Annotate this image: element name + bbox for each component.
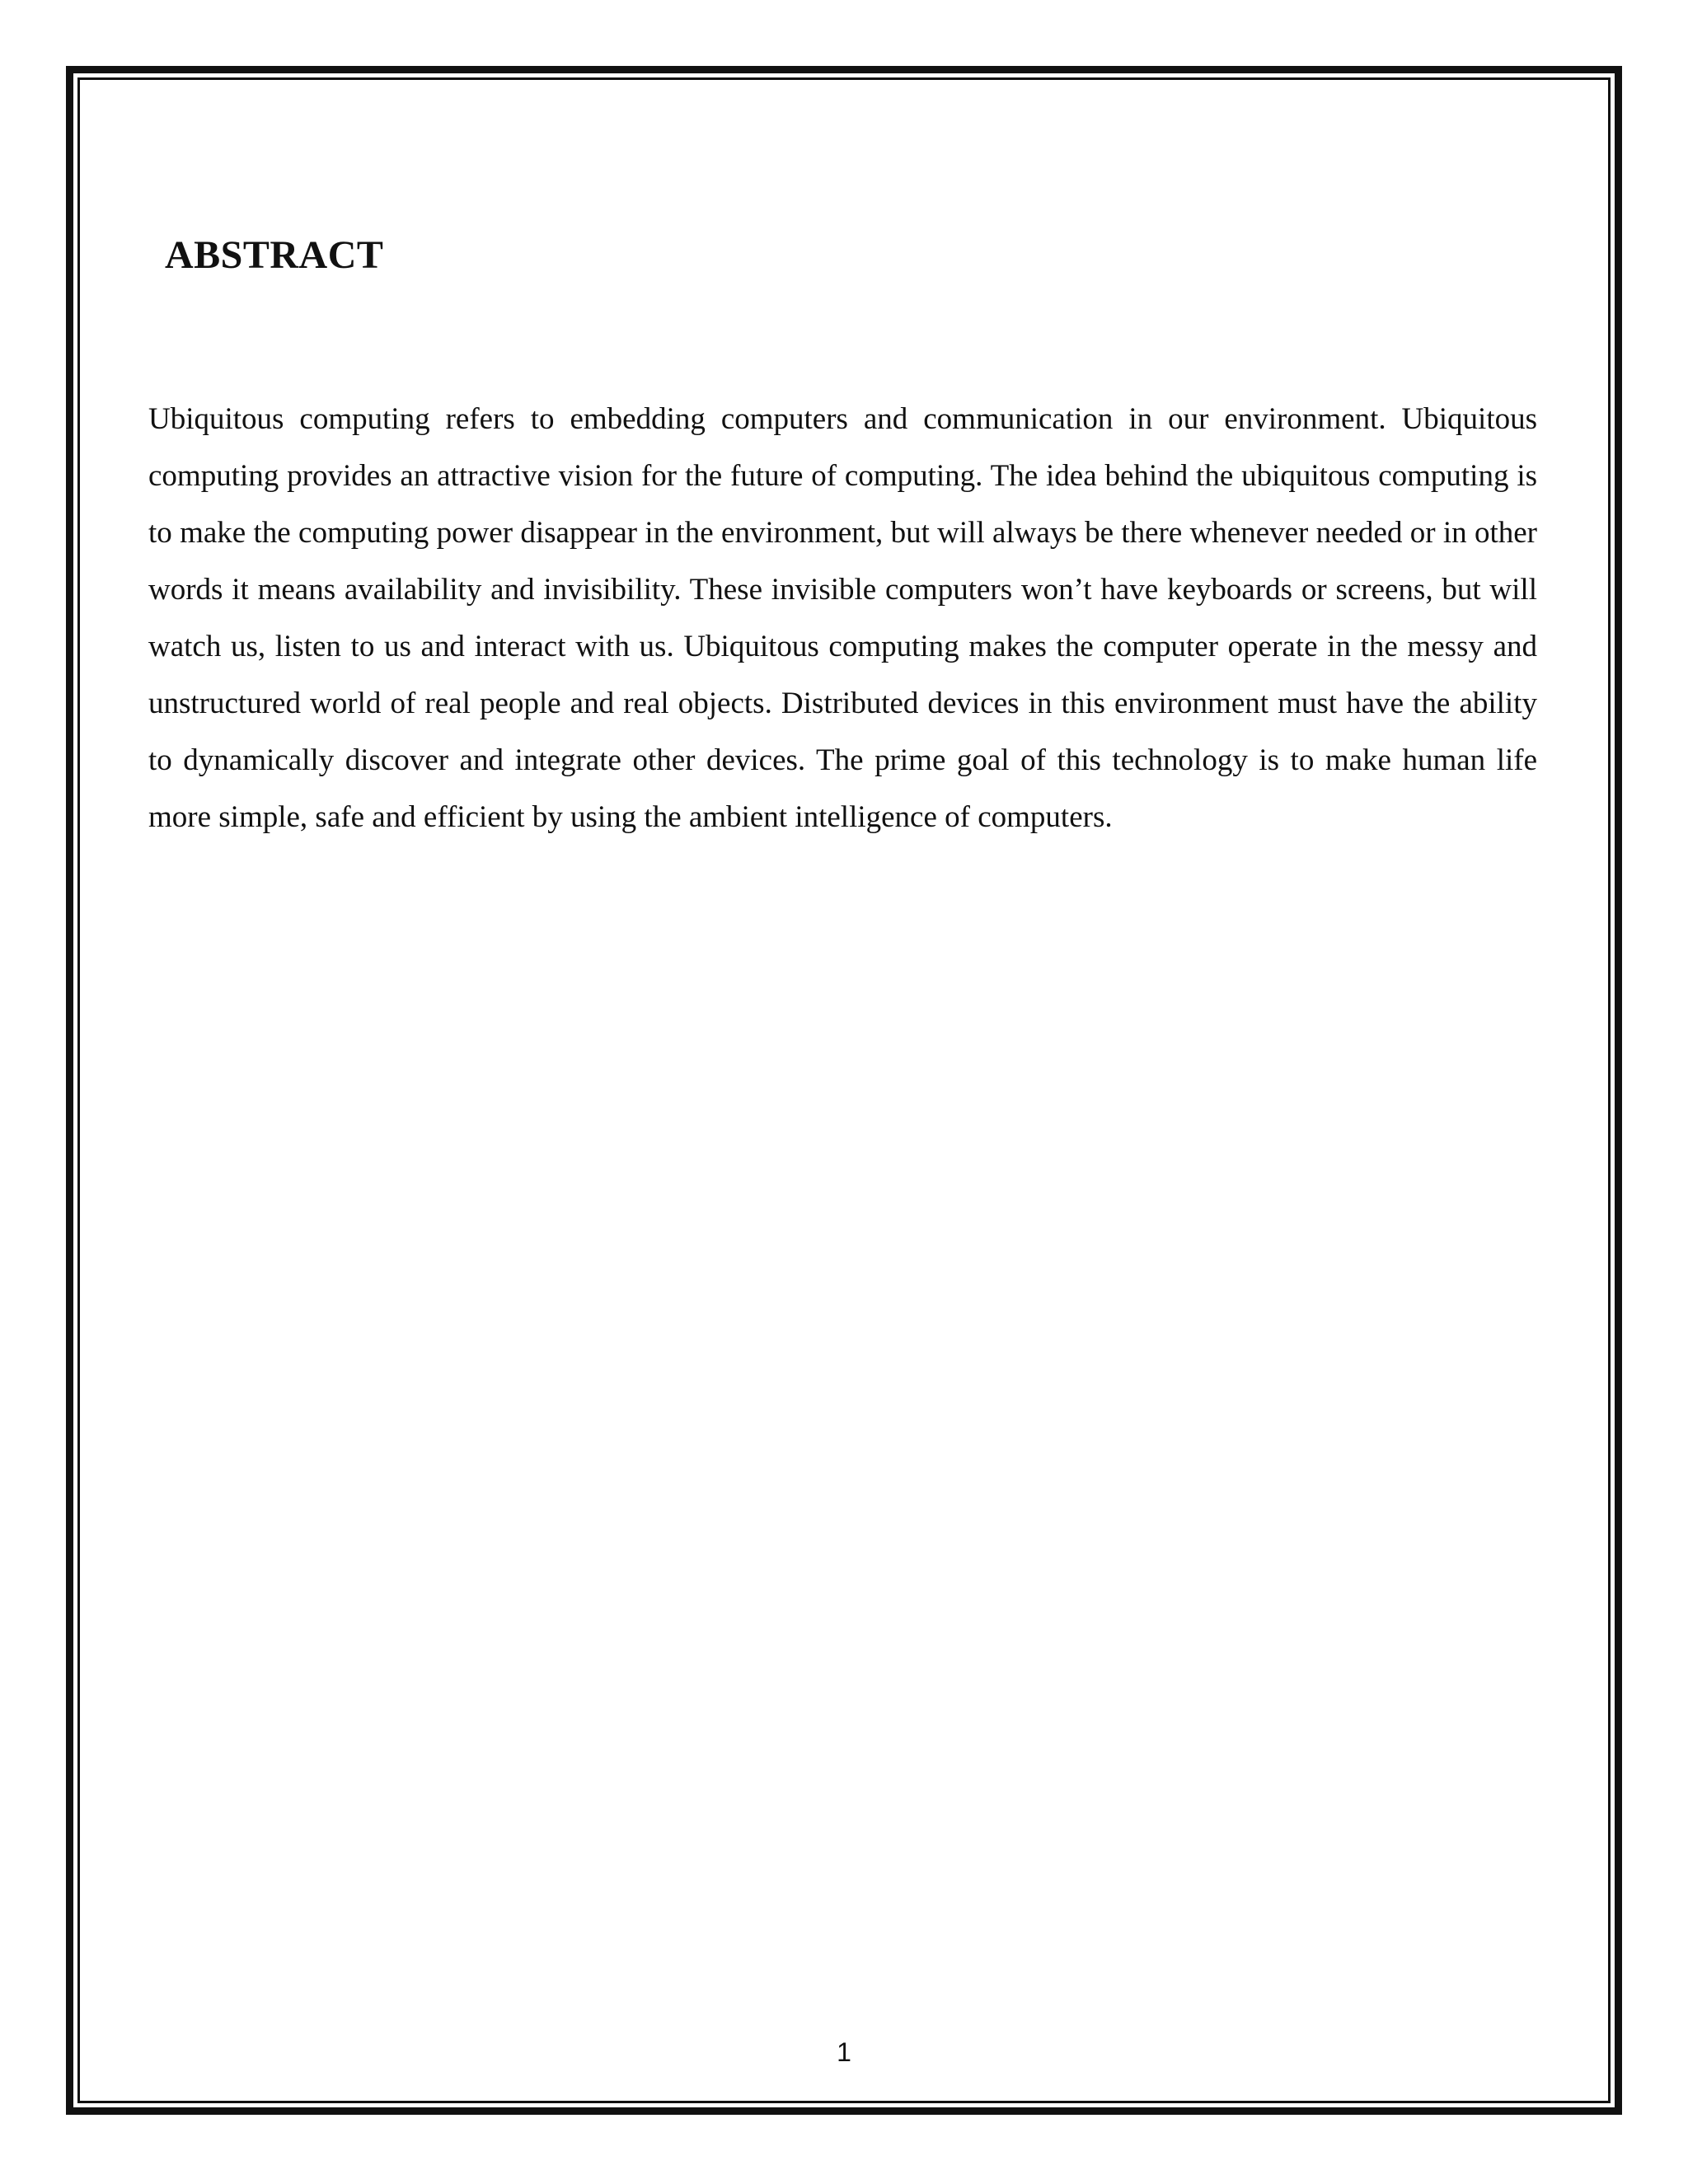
abstract-paragraph: Ubiquitous computing refers to embedding computers and communication in our environment. Ubiquitous computing provides an attractive vision for the future of computing. The idea behind the ubiquitous computing is to make the computing power disappear in the environment, but will always be there whenever needed or in other words it means availability and invisibility. These invisible computers won’t have keyboards or screens, but will watch us, listen to us and interact with us. Ubiquitous computing makes the computer operate in the messy and unstructured world of real people and real objects. Distributed devices in this environment must have the ability to dynamically discover and integrate other devices. The prime goal of this technology is to make human life more simple, safe and efficient by using the ambient intelligence of computers. [148, 402, 1537, 834]
page-border-inner [77, 77, 1611, 2103]
page-number: 1 [837, 2037, 851, 2067]
abstract-heading: ABSTRACT [165, 233, 384, 277]
